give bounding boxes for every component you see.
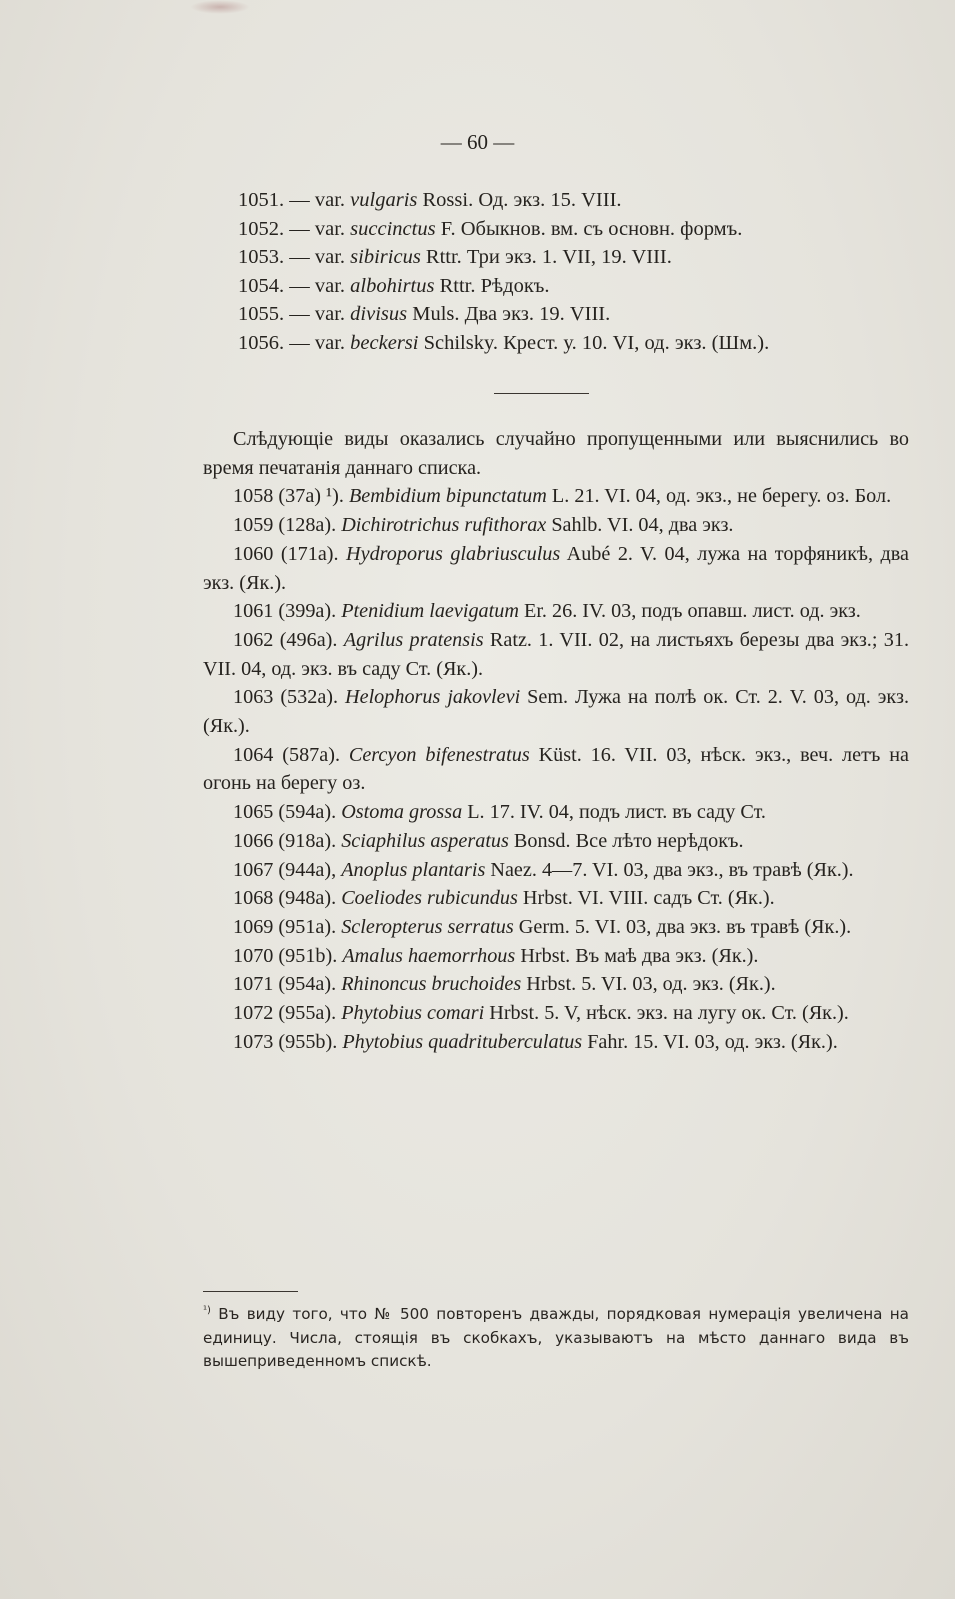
- variety-number: 1052.: [238, 217, 285, 240]
- entry-details: Naez. 4—7. VI. 03, два экз., въ травѣ (Як.).: [485, 858, 854, 881]
- entry-number: 1068 (948a).: [233, 887, 342, 910]
- species-name: Rhinoncus bruchoides: [341, 973, 522, 996]
- species-entry: [203, 942, 909, 971]
- species-entry: [203, 482, 909, 511]
- footnote-text: Въ виду того, что № 500 повторенъ дважды, порядковая нумерація увеличена на единицу. Числа, стоящія въ скобкахъ, указываютъ на мѣсто даннаго вида въ вышеприведенномъ спискѣ.: [203, 1305, 909, 1371]
- species-entry: [203, 827, 909, 856]
- species-entry: [203, 913, 909, 942]
- entry-number: 1066 (918a).: [233, 829, 342, 852]
- entry-details: Küst. 16. VII. 03, нѣск. экз., веч. летъ на огонь на берегу оз.: [203, 743, 909, 795]
- entry-details: Er. 26. IV. 03, подъ опавш. лист. од. экз.: [518, 600, 861, 623]
- entry-details: Hrbst. 5. VI. 03, од. экз. (Як.).: [521, 973, 776, 996]
- variety-number: 1054.: [238, 274, 285, 297]
- entry-details: Hrbst. VI. VIII. садъ Ст. (Як.).: [517, 887, 775, 910]
- entry-number: 1061 (399a).: [233, 600, 342, 623]
- footnote: [203, 1299, 909, 1374]
- species-name: Amalus haemorrhous: [342, 944, 516, 967]
- species-entry: [203, 597, 909, 626]
- variety-number: 1055.: [238, 303, 285, 326]
- entry-details: Sem. Лужа на полѣ ок. Ст. 2. V. 03, од. экз. (Як.).: [203, 686, 909, 738]
- entry-number: 1072 (955a).: [233, 1002, 342, 1025]
- variety-prefix: — var.: [284, 246, 351, 269]
- variety-details: Rossi. Од. экз. 15. VIII.: [417, 189, 622, 211]
- variety-name: beckersi: [350, 331, 419, 354]
- species-name: Phytobius comari: [341, 1002, 485, 1025]
- species-entry: [203, 798, 909, 827]
- variety-number: 1051.: [238, 189, 285, 211]
- entry-number: 1064 (587a).: [233, 743, 349, 766]
- variety-prefix: — var.: [284, 274, 351, 297]
- entry-details: Bonsd. Все лѣто нерѣдокъ.: [508, 829, 744, 852]
- variety-line: [238, 272, 918, 301]
- species-name: Ptenidium laevigatum: [341, 600, 519, 623]
- species-name: Cercyon bifenestratus: [348, 743, 530, 766]
- variety-name: vulgaris: [350, 189, 418, 211]
- entry-number: 1073 (955b).: [233, 1030, 343, 1053]
- entry-details: Aubé 2. V. 04, лужа на торфяникѣ, два экз. (Як.).: [203, 542, 909, 594]
- entry-number: 1065 (594a).: [233, 801, 342, 824]
- species-entry: [203, 970, 909, 999]
- species-name: Coeliodes rubicundus: [341, 887, 518, 910]
- species-name: Ostoma grossa: [341, 801, 463, 824]
- entry-details: L. 21. VI. 04, од. экз., не берегу. оз. Бол.: [546, 485, 892, 508]
- species-name: Bembidium bipunctatum: [348, 485, 547, 508]
- species-entry: [203, 626, 909, 683]
- variety-number: 1053.: [238, 246, 285, 269]
- variety-prefix: — var.: [284, 303, 351, 326]
- species-entry: [203, 999, 909, 1028]
- variety-line: [238, 300, 918, 329]
- species-entry: [203, 683, 909, 740]
- species-name: Anoplus plantaris: [341, 858, 486, 881]
- entry-details: Ratz. 1. VII. 02, на листьяхъ березы два экз.; 31. VII. 04, од. экз. въ саду Ст. (Як.).: [203, 628, 910, 680]
- species-entry: [203, 511, 909, 540]
- species-name: Agrilus pratensis: [343, 628, 484, 651]
- species-name: Hydroporus glabriusculus: [346, 542, 561, 565]
- intro-paragraph: Слѣдующіе виды оказались случайно пропущенными или выяснились во время печатанія даннаго списка.: [203, 428, 909, 479]
- section-divider: [494, 393, 589, 394]
- variety-line: [238, 186, 918, 215]
- entry-details: Fahr. 15. VI. 03, од. экз. (Як.).: [582, 1030, 838, 1053]
- variety-details: Rttr. Три экз. 1. VII, 19. VIII.: [420, 246, 672, 269]
- paper-stain: [190, 0, 250, 14]
- variety-number: 1056.: [238, 331, 285, 354]
- species-name: Phytobius quadrituberculatus: [342, 1030, 583, 1053]
- entry-details: Sahlb. VI. 04, два экз.: [546, 514, 734, 537]
- variety-name: sibiricus: [350, 246, 421, 269]
- main-text: [203, 425, 909, 1056]
- variety-prefix: — var.: [284, 189, 351, 211]
- page-number: — 60 —: [440, 130, 515, 154]
- entry-number: 1059 (128a).: [233, 514, 342, 537]
- variety-details: Rttr. Рѣдокъ.: [434, 274, 550, 297]
- species-entry: [203, 884, 909, 913]
- species-name: Scleropterus serratus: [341, 915, 514, 938]
- variety-line: [238, 329, 918, 358]
- entry-number: 1067 (944a),: [233, 858, 342, 881]
- species-name: Sciaphilus asperatus: [341, 829, 509, 852]
- footnote-mark: ¹): [203, 1305, 211, 1316]
- species-entry: [203, 856, 909, 885]
- species-entry: [203, 741, 909, 798]
- variety-name: succinctus: [350, 217, 436, 240]
- entry-number: 1070 (951b).: [233, 944, 343, 967]
- entry-number: 1063 (532a).: [233, 686, 346, 709]
- variety-prefix: — var.: [284, 217, 351, 240]
- species-name: Dichirotrichus rufithorax: [341, 514, 547, 537]
- entry-number: 1069 (951a).: [233, 915, 342, 938]
- entry-number: 1060 (171a).: [233, 542, 347, 565]
- variety-prefix: — var.: [284, 331, 351, 354]
- entry-number: 1062 (496a).: [233, 628, 344, 651]
- variety-details: Muls. Два экз. 19. VIII.: [407, 303, 611, 326]
- variety-line: [238, 243, 918, 272]
- variety-details: Schilsky. Крест. у. 10. VI, од. экз. (Шм.).: [418, 331, 770, 354]
- species-entry: [203, 1028, 909, 1057]
- entry-details: Hrbst. Въ маѣ два экз. (Як.).: [515, 944, 759, 967]
- entry-details: L. 17. IV. 04, подъ лист. въ саду Ст.: [462, 801, 766, 824]
- entry-details: Hrbst. 5. V, нѣск. экз. на лугу ок. Ст. (Як.).: [484, 1002, 849, 1025]
- species-entries: [203, 482, 909, 1056]
- entry-details: Germ. 5. VI. 03, два экз. въ травѣ (Як.).: [513, 915, 852, 938]
- variety-name: albohirtus: [350, 274, 435, 297]
- variety-name: divisus: [350, 303, 408, 326]
- entry-number: 1071 (954a).: [233, 973, 342, 996]
- variety-line: [238, 215, 918, 244]
- variety-list: [238, 186, 918, 358]
- species-name: Helophorus jakovlevi: [345, 686, 521, 709]
- species-entry: [203, 540, 909, 597]
- variety-details: F. Обыкнов. вм. съ основн. формъ.: [435, 217, 743, 240]
- entry-number: 1058 (37a) ¹).: [233, 485, 349, 508]
- footnote-divider: [203, 1291, 298, 1292]
